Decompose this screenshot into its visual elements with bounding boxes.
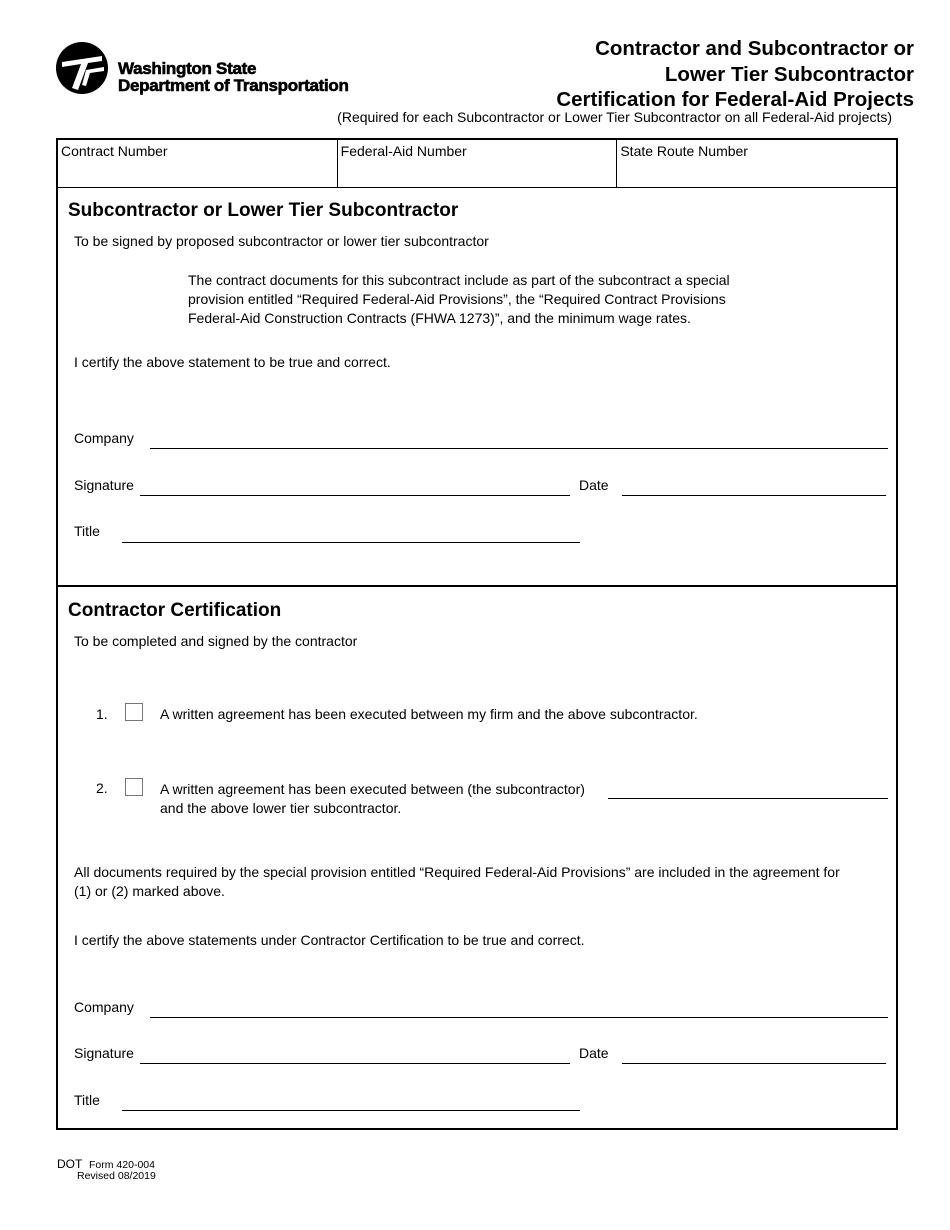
title-line3: Certification for Federal-Aid Projects <box>556 88 914 111</box>
revision-date: Revised 08/2019 <box>77 1170 156 1182</box>
sub-signature-line[interactable] <box>140 495 570 496</box>
sub-date-line[interactable] <box>622 495 886 496</box>
project-info-row <box>58 140 896 188</box>
subcontractor-name-line[interactable] <box>608 798 888 799</box>
subcontractor-certify-text: I certify the above statement to be true and correct. <box>74 354 391 370</box>
contract-number-label: Contract Number <box>61 143 168 159</box>
wsdot-emblem-icon <box>56 42 108 94</box>
sub-date-label: Date <box>579 477 609 493</box>
con-date-label: Date <box>579 1045 609 1061</box>
sub-company-label: Company <box>74 430 134 446</box>
item2-text <box>160 780 585 818</box>
sub-title-line[interactable] <box>122 542 580 543</box>
statement-line1: The contract documents for this subcontract include as part of the subcontract a special <box>188 272 730 288</box>
contractor-instruction: To be completed and signed by the contractor <box>74 633 358 649</box>
title-line1: Contractor and Subcontractor or <box>595 37 914 60</box>
page-title <box>556 36 914 113</box>
item1-text: A written agreement has been executed between my firm and the above subcontractor. <box>160 706 698 722</box>
sub-company-line[interactable] <box>150 448 888 449</box>
item2-line1: A written agreement has been executed between (the subcontractor) <box>160 781 585 797</box>
documents-line2: (1) or (2) marked above. <box>74 883 225 899</box>
form-id <box>57 1157 155 1171</box>
sub-signature-label: Signature <box>74 477 134 493</box>
logo-line1: Washington State <box>118 59 257 78</box>
subcontractor-instruction: To be signed by proposed subcontractor or lower tier subcontractor <box>74 233 489 249</box>
page-subtitle: (Required for each Subcontractor or Lower Tier Subcontractor on all Federal-Aid projects) <box>337 109 892 125</box>
statement-line3: Federal-Aid Construction Contracts (FHWA 1273)”, and the minimum wage rates. <box>188 310 691 326</box>
item2-number: 2. <box>96 780 108 796</box>
contractor-heading: Contractor Certification <box>68 600 282 621</box>
item2-checkbox[interactable] <box>125 778 143 796</box>
con-company-line[interactable] <box>150 1017 888 1018</box>
statement-line2: provision entitled “Required Federal-Aid Provisions”, the “Required Contract Provisions <box>188 291 726 307</box>
certification-form <box>56 138 898 1130</box>
title-line2: Lower Tier Subcontractor <box>664 62 914 86</box>
wsdot-logo <box>56 42 386 98</box>
con-signature-line[interactable] <box>140 1063 570 1064</box>
con-signature-label: Signature <box>74 1045 134 1061</box>
state-route-number-label: State Route Number <box>620 143 748 159</box>
item1-number: 1. <box>96 706 108 722</box>
item2-line2: and the above lower tier subcontractor. <box>160 800 402 816</box>
logo-line2: Department of Transportation <box>118 76 349 95</box>
documents-statement <box>74 863 840 901</box>
subcontractor-heading: Subcontractor or Lower Tier Subcontractor <box>68 200 459 221</box>
form-number: Form 420-004 <box>89 1159 155 1171</box>
section-divider <box>58 585 896 587</box>
documents-line1: All documents required by the special provision entitled “Required Federal-Aid Provisions” are included in the agreement for <box>74 864 840 880</box>
con-title-label: Title <box>74 1092 100 1108</box>
state-route-number-field[interactable] <box>617 140 896 187</box>
contract-number-field[interactable] <box>58 140 338 187</box>
federal-aid-number-field[interactable] <box>338 140 618 187</box>
contractor-certify-text: I certify the above statements under Contractor Certification to be true and correct. <box>74 932 585 948</box>
federal-aid-number-label: Federal-Aid Number <box>340 143 467 159</box>
logo-wordmark <box>118 60 349 94</box>
con-title-line[interactable] <box>122 1110 580 1111</box>
sub-title-label: Title <box>74 523 100 539</box>
con-date-line[interactable] <box>622 1063 886 1064</box>
dot-label: DOT <box>57 1157 83 1171</box>
item1-checkbox[interactable] <box>125 703 143 721</box>
subcontract-statement <box>188 271 730 328</box>
con-company-label: Company <box>74 999 134 1015</box>
